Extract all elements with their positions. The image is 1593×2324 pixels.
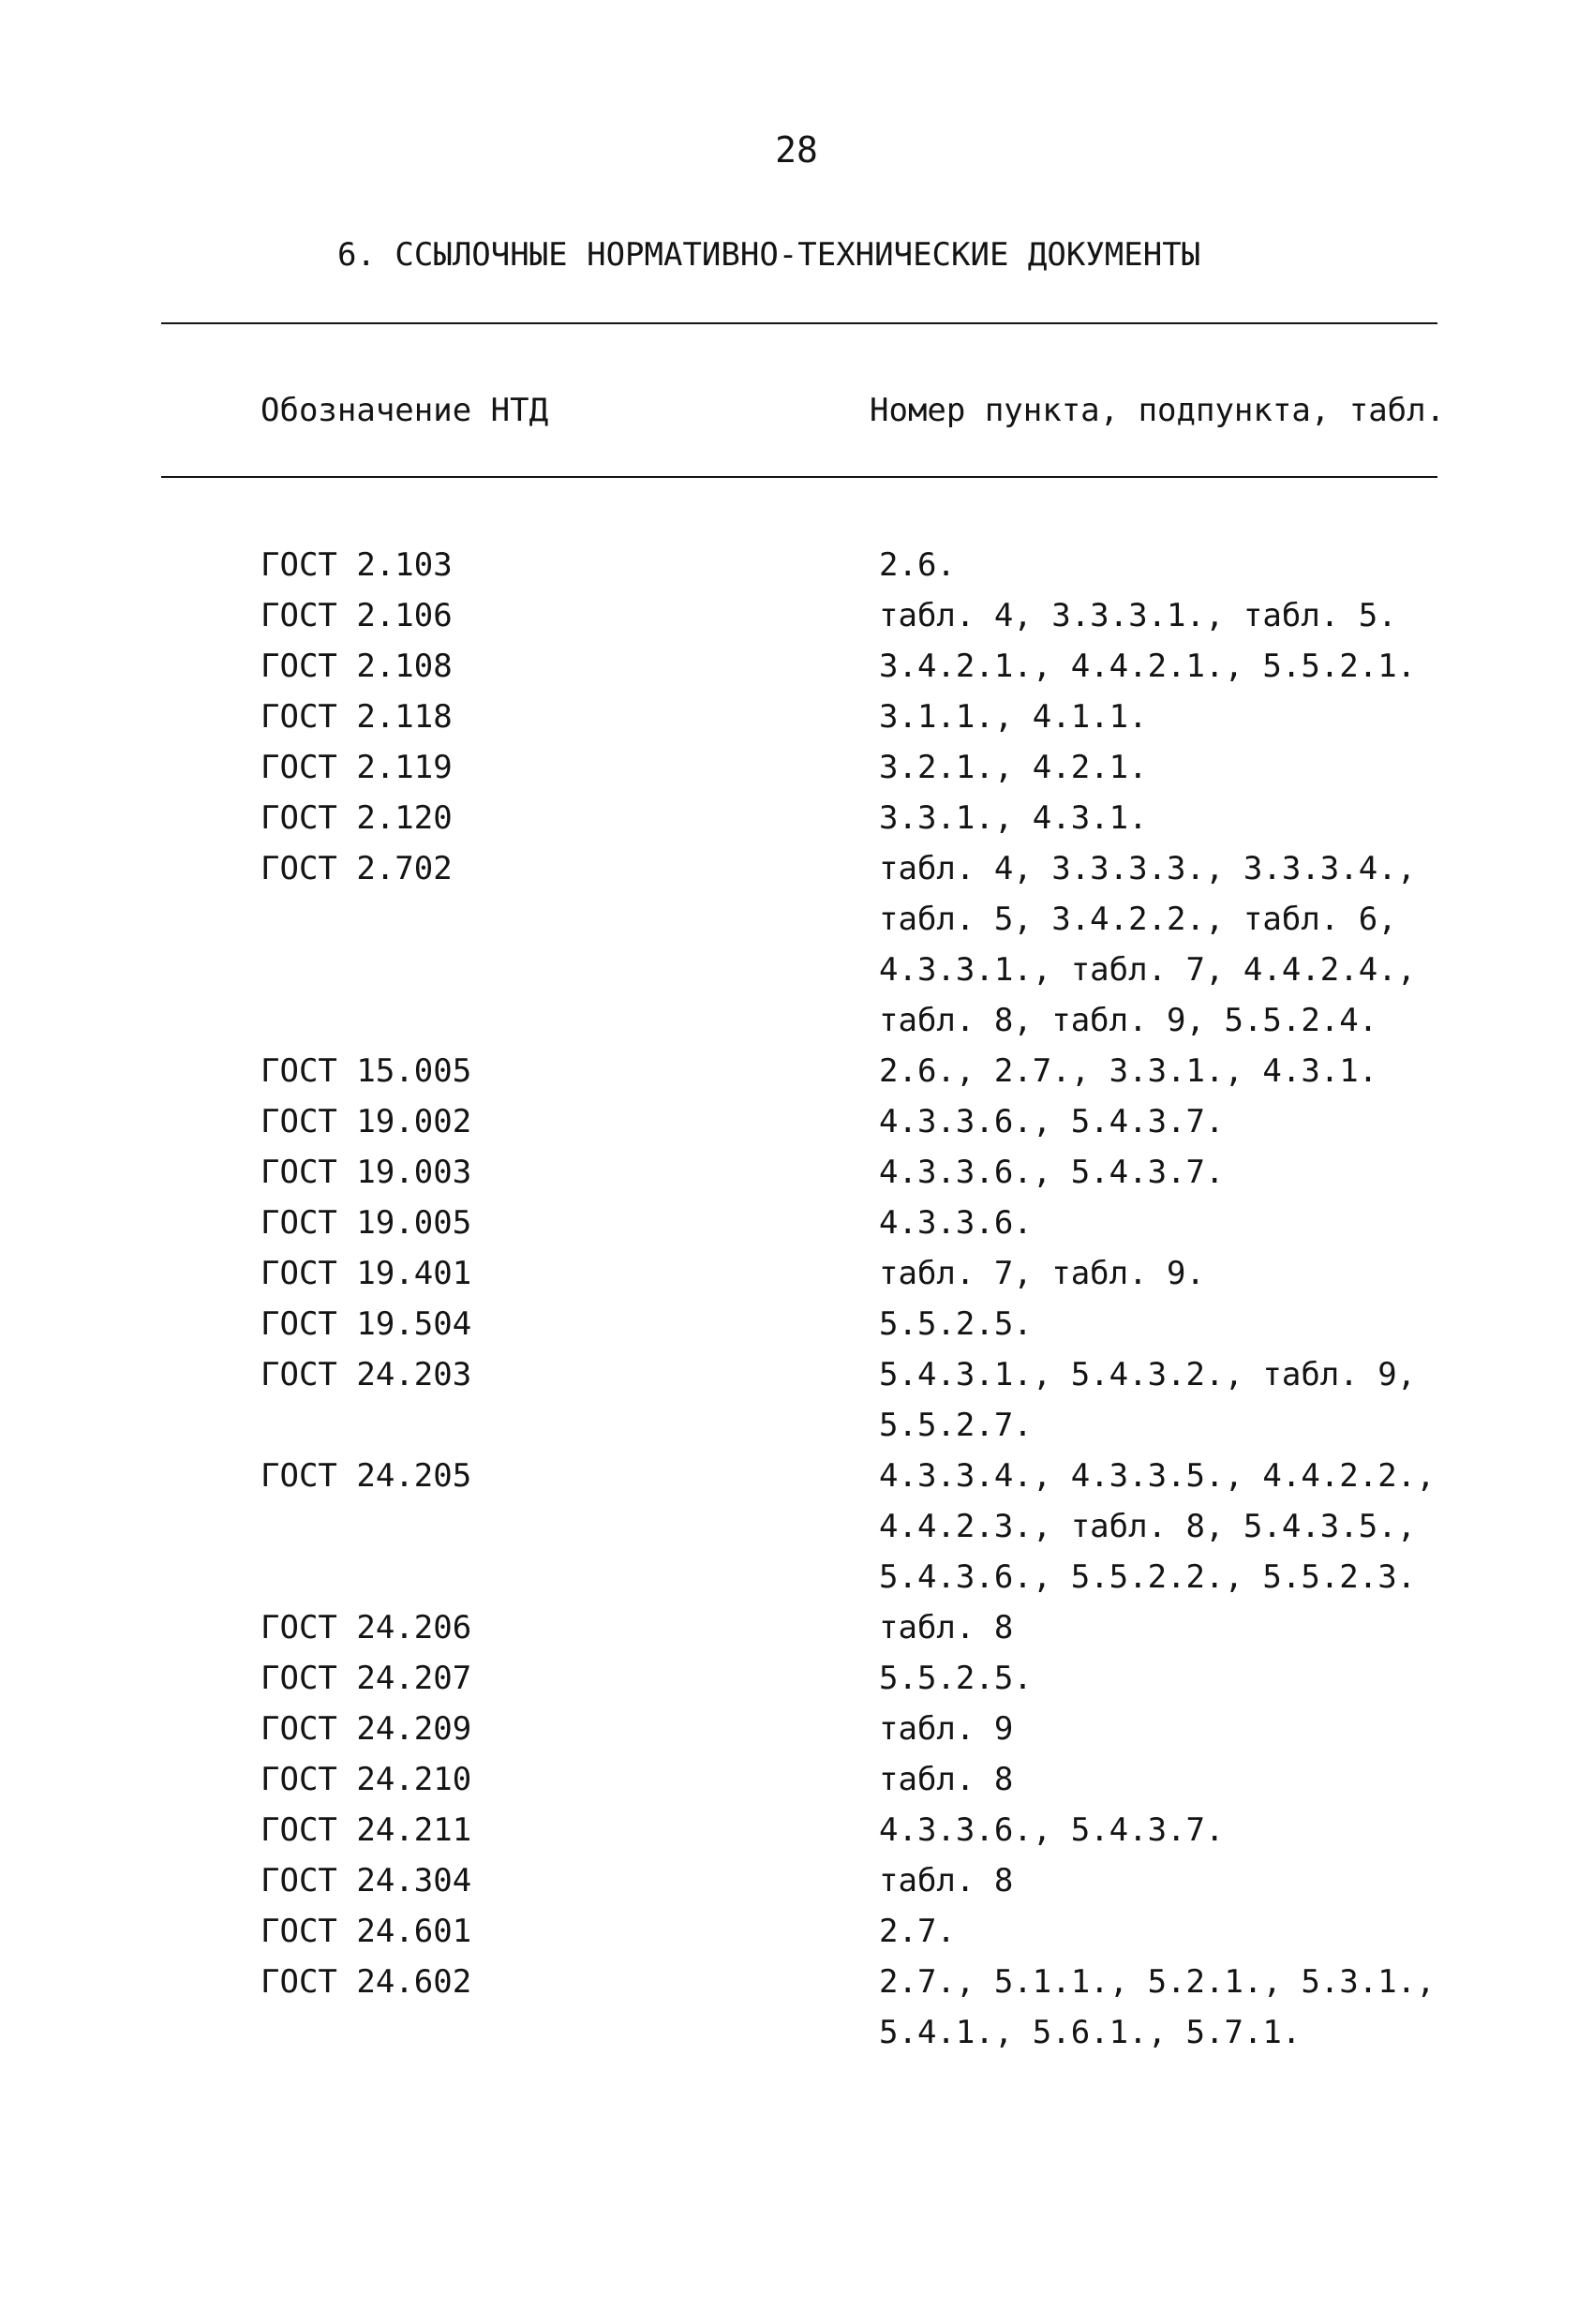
reference-line: 4.3.3.6. [879, 1204, 1033, 1242]
reference-line: 4.3.3.4., 4.3.3.5., 4.4.2.2., [879, 1457, 1436, 1495]
reference-cell [879, 1855, 1441, 1906]
table-row [261, 793, 1441, 843]
document-designation: ГОСТ 24.601 [261, 1913, 472, 1950]
table-row [261, 1957, 1441, 2058]
reference-line: 3.3.1., 4.3.1. [879, 799, 1148, 837]
reference-line: табл. 7, табл. 9. [879, 1255, 1205, 1292]
document-designation: ГОСТ 24.211 [261, 1811, 472, 1849]
reference-line: табл. 8, табл. 9, 5.5.2.4. [879, 1002, 1378, 1039]
reference-line: 5.4.1., 5.6.1., 5.7.1. [879, 2014, 1302, 2051]
reference-line: 3.4.2.1., 4.4.2.1., 5.5.2.1. [879, 648, 1417, 685]
reference-table-body [261, 540, 1441, 2058]
reference-line: 4.4.2.3., табл. 8, 5.4.3.5., [879, 1508, 1417, 1545]
reference-line: 3.1.1., 4.1.1. [879, 698, 1148, 736]
reference-cell [879, 742, 1441, 793]
reference-cell [879, 1906, 1441, 1957]
reference-cell [879, 1704, 1441, 1754]
reference-cell [879, 1046, 1441, 1096]
document-designation: ГОСТ 24.205 [261, 1457, 472, 1495]
table-row [261, 1805, 1441, 1855]
table-row [261, 1451, 1441, 1602]
table-top-rule [161, 322, 1437, 324]
reference-line: 5.4.3.6., 5.5.2.2., 5.5.2.3. [879, 1558, 1417, 1596]
reference-cell [879, 1653, 1441, 1704]
table-row [261, 1906, 1441, 1957]
reference-line: табл. 4, 3.3.3.1., табл. 5. [879, 597, 1397, 634]
reference-cell [879, 1754, 1441, 1805]
section-title: 6. ССЫЛОЧНЫЕ НОРМАТИВНО-ТЕХНИЧЕСКИЕ ДОКУМЕНТЫ [337, 236, 1201, 274]
document-designation: ГОСТ 2.120 [261, 799, 453, 837]
reference-line: 2.6., 2.7., 3.3.1., 4.3.1. [879, 1052, 1378, 1090]
reference-line: 4.3.3.6., 5.4.3.7. [879, 1811, 1225, 1849]
reference-line: 4.3.3.1., табл. 7, 4.4.2.4., [879, 951, 1417, 989]
document-designation: ГОСТ 24.602 [261, 1963, 472, 2001]
table-row [261, 1096, 1441, 1147]
reference-cell [879, 1198, 1441, 1248]
table-row [261, 1602, 1441, 1653]
table-row [261, 1046, 1441, 1096]
document-designation: ГОСТ 19.401 [261, 1255, 472, 1292]
document-designation: ГОСТ 2.108 [261, 648, 453, 685]
table-row [261, 1754, 1441, 1805]
table-row [261, 540, 1441, 590]
document-designation: ГОСТ 19.003 [261, 1154, 472, 1191]
table-row [261, 1704, 1441, 1754]
page-number: 28 [775, 129, 818, 171]
reference-cell [879, 1096, 1441, 1147]
document-designation: ГОСТ 24.209 [261, 1710, 472, 1748]
reference-line: 5.5.2.5. [879, 1660, 1033, 1697]
document-designation: ГОСТ 2.119 [261, 749, 453, 786]
table-row [261, 843, 1441, 1046]
reference-cell [879, 1299, 1441, 1349]
reference-line: 4.3.3.6., 5.4.3.7. [879, 1154, 1225, 1191]
reference-cell [879, 1957, 1441, 2058]
document-designation: ГОСТ 2.118 [261, 698, 453, 736]
reference-cell [879, 1147, 1441, 1198]
table-row [261, 1299, 1441, 1349]
reference-line: табл. 4, 3.3.3.3., 3.3.3.4., [879, 850, 1417, 887]
document-designation: ГОСТ 2.103 [261, 546, 453, 584]
document-designation: ГОСТ 2.106 [261, 597, 453, 634]
document-designation: ГОСТ 19.002 [261, 1103, 472, 1140]
reference-cell [879, 641, 1441, 692]
table-row [261, 1248, 1441, 1299]
reference-line: табл. 8 [879, 1862, 1014, 1899]
column-header-designation: Обозначение НТД [261, 392, 549, 429]
document-designation: ГОСТ 24.304 [261, 1862, 472, 1899]
table-row [261, 1653, 1441, 1704]
reference-line: 4.3.3.6., 5.4.3.7. [879, 1103, 1225, 1140]
reference-line: 5.4.3.1., 5.4.3.2., табл. 9, [879, 1356, 1417, 1393]
reference-line: табл. 8 [879, 1761, 1014, 1798]
reference-cell [879, 590, 1441, 641]
reference-line: 3.2.1., 4.2.1. [879, 749, 1148, 786]
reference-line: 5.5.2.5. [879, 1305, 1033, 1343]
table-row [261, 1198, 1441, 1248]
reference-line: табл. 5, 3.4.2.2., табл. 6, [879, 901, 1397, 938]
reference-cell [879, 793, 1441, 843]
reference-line: 2.7. [879, 1913, 956, 1950]
reference-line: табл. 9 [879, 1710, 1014, 1748]
table-row [261, 1855, 1441, 1906]
document-designation: ГОСТ 24.203 [261, 1356, 472, 1393]
document-designation: ГОСТ 24.206 [261, 1609, 472, 1646]
reference-cell [879, 1349, 1441, 1451]
reference-cell [879, 692, 1441, 742]
document-designation: ГОСТ 15.005 [261, 1052, 472, 1090]
document-designation: ГОСТ 2.702 [261, 850, 453, 887]
document-designation: ГОСТ 24.207 [261, 1660, 472, 1697]
reference-cell [879, 843, 1441, 1046]
table-row [261, 692, 1441, 742]
reference-line: 2.6. [879, 546, 956, 584]
document-designation: ГОСТ 19.005 [261, 1204, 472, 1242]
reference-cell [879, 1451, 1441, 1602]
reference-line: табл. 8 [879, 1609, 1014, 1646]
reference-line: 2.7., 5.1.1., 5.2.1., 5.3.1., [879, 1963, 1436, 2001]
table-row [261, 1147, 1441, 1198]
reference-cell [879, 1602, 1441, 1653]
table-row [261, 590, 1441, 641]
document-designation: ГОСТ 24.210 [261, 1761, 472, 1798]
table-header-rule [161, 476, 1437, 478]
reference-line: 5.5.2.7. [879, 1407, 1033, 1444]
document-designation: ГОСТ 19.504 [261, 1305, 472, 1343]
table-row [261, 641, 1441, 692]
table-row [261, 742, 1441, 793]
table-row [261, 1349, 1441, 1451]
reference-cell [879, 540, 1441, 590]
column-header-reference: Номер пункта, подпункта, табл. [870, 392, 1446, 429]
reference-cell [879, 1805, 1441, 1855]
reference-cell [879, 1248, 1441, 1299]
